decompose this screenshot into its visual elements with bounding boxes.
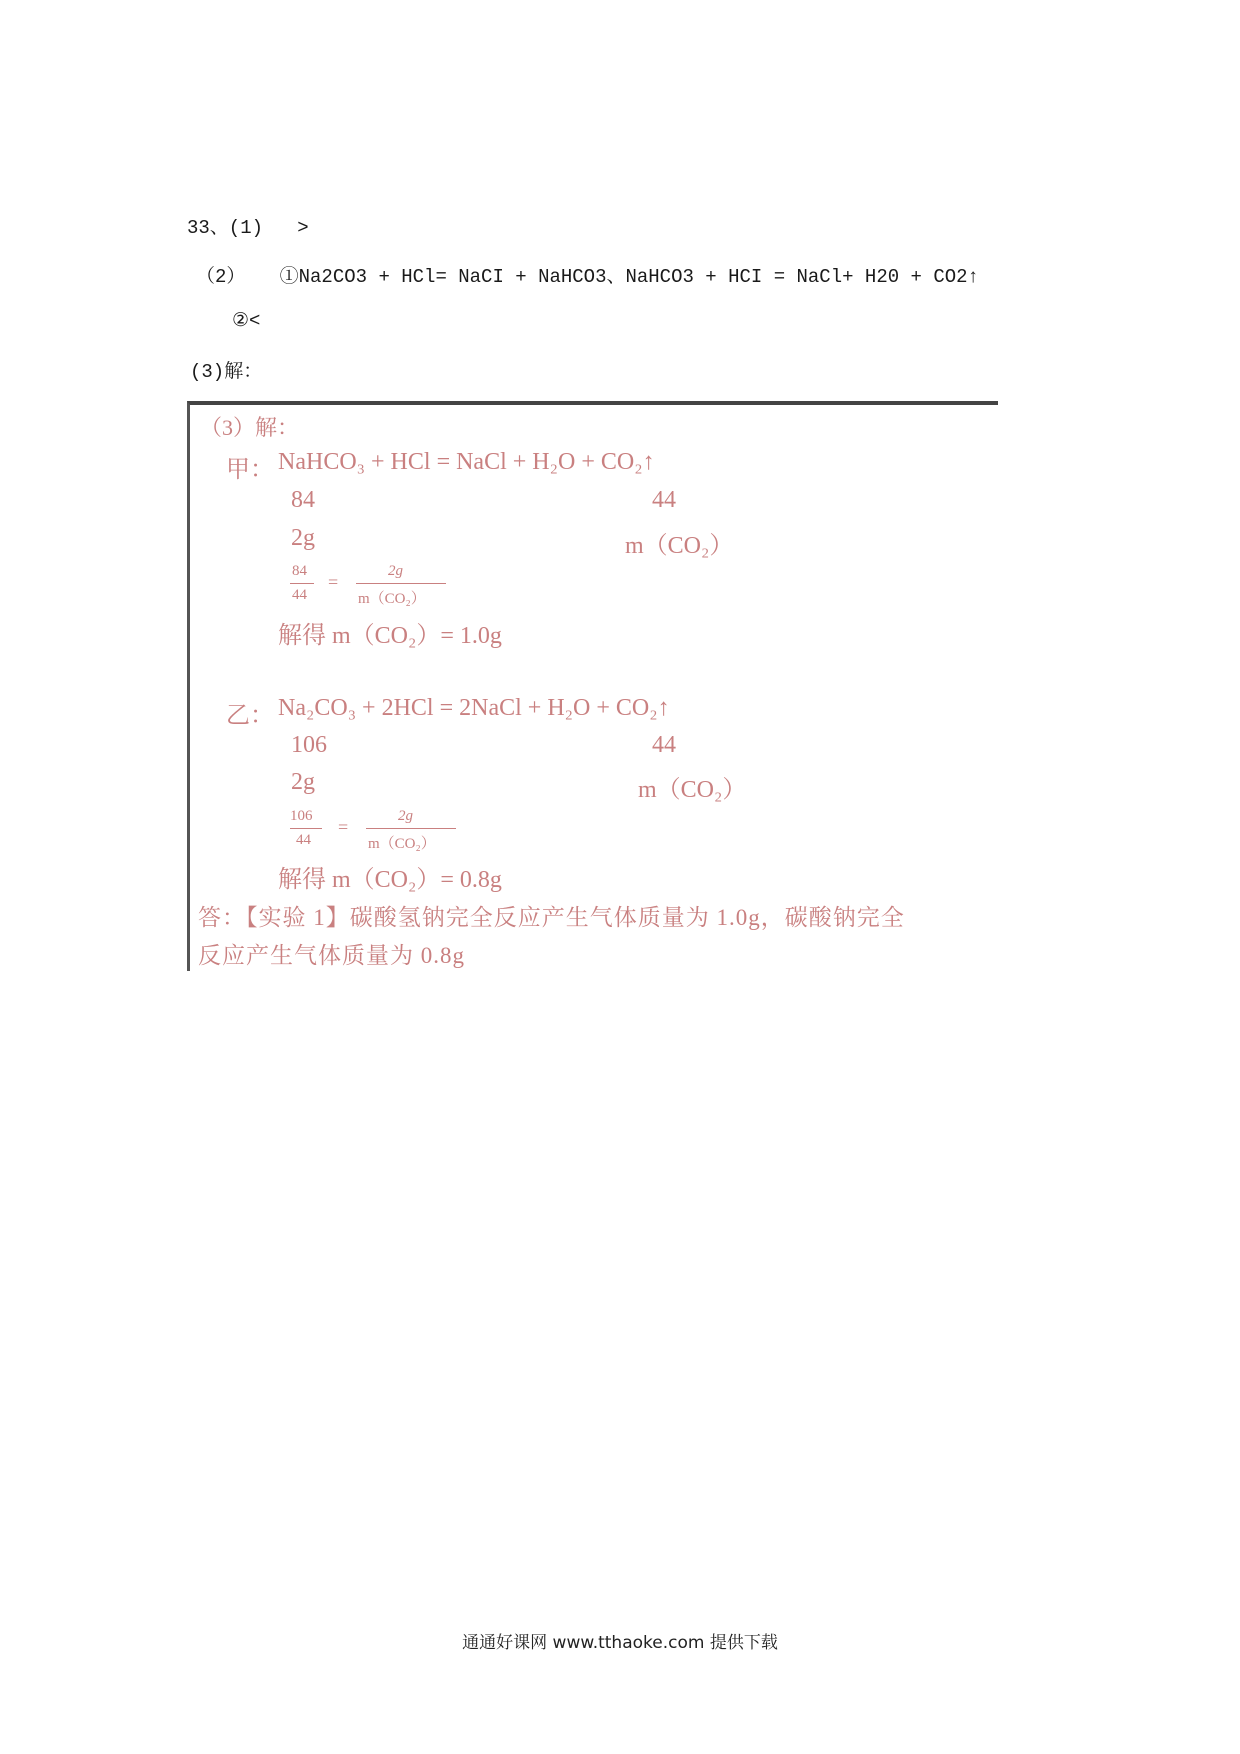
jia-equation: NaHCO₃ + HCl = NaCl + H₂O + CO₂↑ [278,449,655,475]
jia-molar-mass-1: 84 [291,487,315,513]
jia-fraction-left: 84 44 [290,563,320,607]
question-33-line [187,212,309,239]
scan-heading: （3）解： [200,415,300,440]
yi-molar-mass-2: 44 [652,732,676,758]
question-number: 33、(1) [187,217,264,239]
jia-given-mass: 2g [291,525,315,551]
jia-fraction-right: 2g m（CO₂） [356,563,451,607]
footer-watermark: 通通好课网 www.tthaoke.com 提供下载 [462,1633,778,1653]
answer-line-2: 反应产生气体质量为 0.8g [198,943,465,968]
part-3-label: (3)解： [190,361,263,383]
answer-1: > [297,217,309,239]
answer-line-1: 答：【实验 1】碳酸氢钠完全反应产生气体质量为 1.0g，碳酸钠完全 [198,905,905,930]
yi-fraction-left: 106 44 [290,808,326,852]
yi-molar-mass-1: 106 [291,732,327,758]
jia-result: 解得 m（CO₂）= 1.0g [278,623,502,649]
question-2-line [196,261,979,288]
yi-result: 解得 m（CO₂）= 0.8g [278,867,502,893]
yi-fraction-equals: = [338,817,349,837]
yi-fraction-right: 2g m（CO₂） [366,808,461,852]
yi-given-mass: 2g [291,769,315,795]
equation-text: ①Na2CO3 + HCl= NaCI + NaHCO3、NaHCO3 + HCI = NaCl+ H20 + CO2↑ [279,266,979,288]
yi-equation: Na₂CO₃ + 2HCl = 2NaCl + H₂O + CO₂↑ [278,695,670,721]
scanned-solution-image [187,401,998,971]
part-2-label: （2） [196,266,246,288]
jia-molar-mass-2: 44 [652,487,676,513]
jia-unknown-mass: m（CO₂） [625,533,734,559]
jia-fraction-equals: = [328,572,339,592]
jia-label: 甲： [226,457,274,483]
yi-label: 乙： [226,703,274,729]
yi-unknown-mass: m（CO₂） [638,777,747,803]
part-2-sub-answer: ②< [232,310,261,332]
